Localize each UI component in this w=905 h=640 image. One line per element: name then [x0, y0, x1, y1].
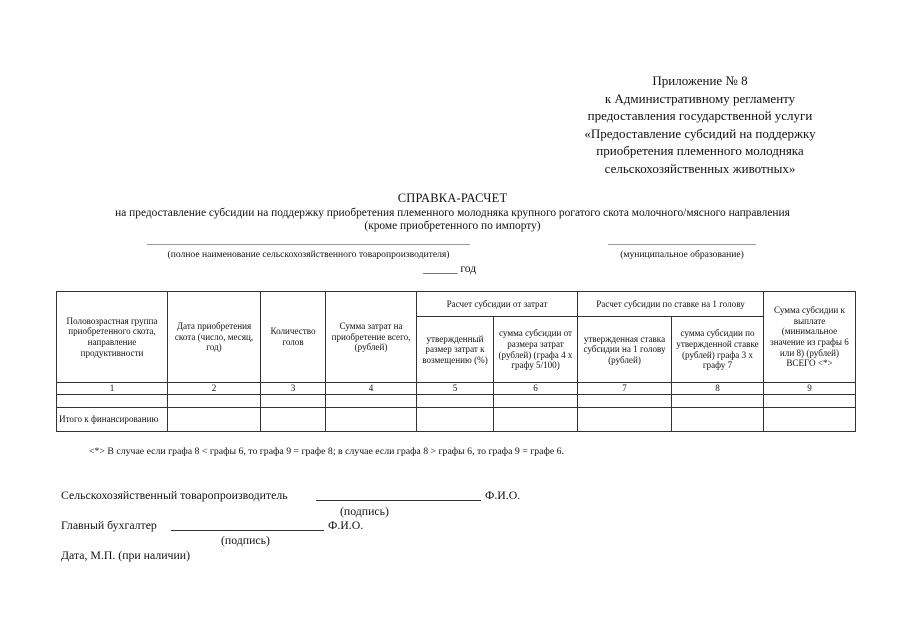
producer-signature-label: Сельскохозяйственный товаропроизводитель [61, 488, 288, 502]
municipality-line [608, 244, 756, 245]
table-cell [168, 395, 261, 408]
table-cell [494, 395, 578, 408]
header-cost-percent: утвержденный размер затрат к возмещению (%) [417, 317, 494, 383]
header-head-count: Количество голов [261, 292, 326, 383]
subtitle-line: на предоставление субсидии на поддержку приобретения племенного молодняка крупного рогатого скота молочного/мясного направления [115, 207, 790, 219]
accountant-fio-label: Ф.И.О. [328, 518, 364, 532]
header-purchase-date: Дата приобретения скота (число, месяц, год) [168, 292, 261, 383]
table-cell [261, 395, 326, 408]
table-cell [494, 408, 578, 432]
header-group-rate: Расчет субсидии по ставке на 1 голову [578, 292, 764, 317]
column-number-row [57, 383, 856, 395]
header-age-group: Половозрастная группа приобретенного скота, направление продуктивности [57, 292, 168, 383]
producer-signature-line [316, 500, 481, 501]
column-number: 9 [764, 383, 856, 395]
appendix-header [540, 72, 860, 178]
accountant-signature-hint: (подпись) [221, 533, 270, 547]
table-cell [417, 408, 494, 432]
column-number: 7 [578, 383, 672, 395]
total-row [57, 408, 856, 432]
column-number: 4 [326, 383, 417, 395]
table-cell [764, 395, 856, 408]
date-stamp-label: Дата, М.П. (при наличии) [61, 548, 191, 562]
table-cell [326, 395, 417, 408]
appendix-line: сельскохозяйственных животных» [604, 160, 796, 176]
appendix-line: «Предоставление субсидий на поддержку [584, 125, 816, 141]
calculation-table [56, 291, 856, 432]
header-group-costs: Расчет субсидии от затрат [417, 292, 578, 317]
header-rate-per-head: утвержденная ставка субсидии на 1 голову (рублей) [578, 317, 672, 383]
footnote: <*> В случае если графа 8 < графы 6, то графа 9 = графе 8; в случае если графа 8 > графы 6, то графа 9 = графе 6. [89, 446, 564, 457]
table-cell [326, 408, 417, 432]
producer-signature-hint: (подпись) [340, 504, 389, 518]
total-label: Итого к финансированию [57, 408, 168, 432]
appendix-line: Приложение № 8 [652, 73, 748, 88]
table-cell [57, 395, 168, 408]
year-field [423, 263, 476, 276]
table-cell [578, 408, 672, 432]
appendix-line: приобретения племенного молодняка [596, 143, 804, 159]
column-number: 6 [494, 383, 578, 395]
table-cell [578, 395, 672, 408]
table-cell [764, 408, 856, 432]
table-cell [672, 395, 764, 408]
accountant-signature-line [171, 530, 324, 531]
column-number: 8 [672, 383, 764, 395]
header-total-cost: Сумма затрат на приобретение всего, (рублей) [326, 292, 417, 383]
producer-name-line [147, 244, 470, 245]
header-subsidy-total: Сумма субсидии к выплате (минимальное значение из графы 6 или 8) (рублей) ВСЕГО <*> [764, 292, 856, 383]
table-cell [168, 408, 261, 432]
appendix-line: предоставления государственной услуги [587, 108, 813, 124]
accountant-signature-label: Главный бухгалтер [61, 518, 157, 532]
document-title: СПРАВКА-РАСЧЕТ [397, 191, 508, 205]
column-number: 3 [261, 383, 326, 395]
table-cell [261, 408, 326, 432]
year-label: год [460, 263, 477, 275]
column-number: 2 [168, 383, 261, 395]
header-cost-subsidy: сумма субсидии от размера затрат (рублей) (графа 4 x графу 5/100) [494, 317, 578, 383]
column-number: 5 [417, 383, 494, 395]
producer-fio-label: Ф.И.О. [485, 488, 521, 502]
municipality-hint: (муниципальное образование) [620, 249, 744, 260]
producer-name-hint: (полное наименование сельскохозяйственного товаропроизводителя) [167, 249, 450, 260]
table-cell [417, 395, 494, 408]
table-cell [672, 408, 764, 432]
data-row [57, 395, 856, 408]
subtitle-line: (кроме приобретенного по импорту) [364, 220, 541, 232]
document-subtitle [0, 207, 905, 233]
column-number: 1 [57, 383, 168, 395]
year-blank: ______ [423, 263, 458, 275]
appendix-line: к Административному регламенту [604, 90, 796, 106]
header-rate-subsidy: сумма субсидии по утвержденной ставке (рублей) графа 3 x графу 7 [672, 317, 764, 383]
